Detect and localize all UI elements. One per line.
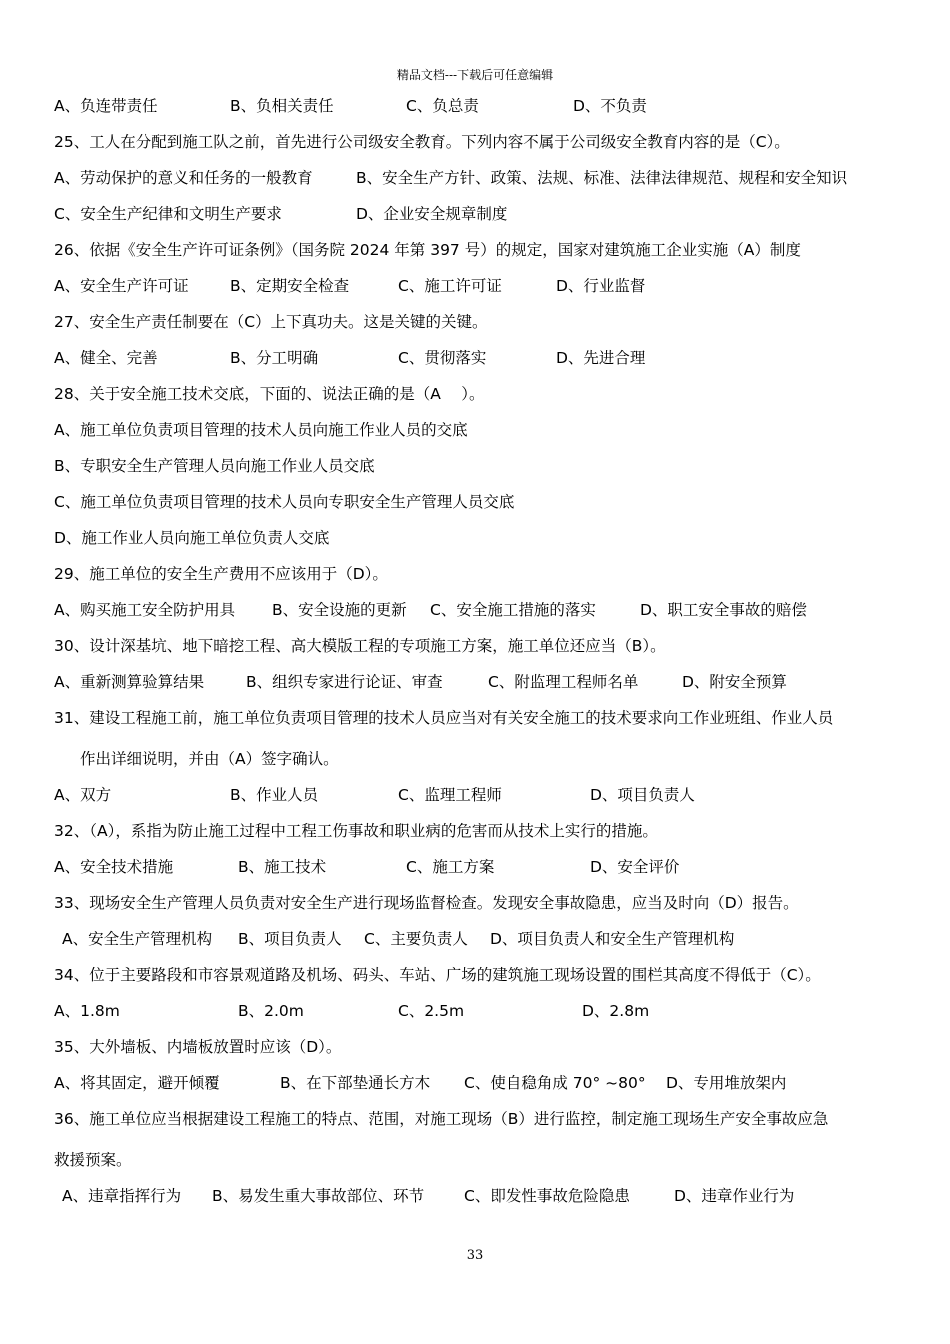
option-b: B、安全设施的更新 [272, 601, 407, 619]
option-c: C、贯彻落实 [398, 349, 487, 367]
question-32: 32、（A），系指为防止施工过程中工程工伤事故和职业病的危害而从技术上实行的措施。 [54, 822, 658, 840]
option-b: B、安全生产方针、政策、法规、标准、法律法律规范、规程和安全知识 [356, 169, 848, 187]
question-27: 27、安全生产责任制要在（C）上下真功夫。这是关键的关键。 [54, 313, 488, 331]
option-d: D、2.8m [582, 1002, 650, 1020]
option-c: C、施工许可证 [398, 277, 502, 295]
option-a: A、双方 [54, 786, 112, 804]
option-c: C、主要负责人 [364, 930, 468, 948]
option-d: D、项目负责人和安全生产管理机构 [490, 930, 735, 948]
option-a: A、健全、完善 [54, 349, 158, 367]
option-d: D、行业监督 [556, 277, 646, 295]
option-c: C、安全施工措施的落实 [430, 601, 596, 619]
option-b: B、定期安全检查 [230, 277, 350, 295]
option-a: A、负连带责任 [54, 97, 158, 115]
question-36-line1: 36、施工单位应当根据建设工程施工的特点、范围，对施工现场（B）进行监控，制定施工现场生产安全事故应急 [54, 1110, 829, 1128]
option-a: A、安全生产许可证 [54, 277, 189, 295]
option-a: A、安全技术措施 [54, 858, 174, 876]
option-d: D、安全评价 [590, 858, 680, 876]
option-c: C、使自稳角成 70° ~80° [464, 1074, 646, 1092]
option-d: D、企业安全规章制度 [356, 205, 508, 223]
option-d: D、附安全预算 [682, 673, 787, 691]
option-b: B、负相关责任 [230, 97, 334, 115]
question-26: 26、依据《安全生产许可证条例》（国务院 2024 年第 397 号）的规定，国家对建筑施工企业实施（A）制度 [54, 241, 801, 259]
option-c: C、2.5m [398, 1002, 465, 1020]
option-b: B、在下部垫通长方木 [280, 1074, 431, 1092]
option-d: D、专用堆放架内 [666, 1074, 787, 1092]
option-c: C、监理工程师 [398, 786, 502, 804]
page-header: 精品文档---下载后可任意编辑 [396, 68, 554, 82]
option-d: D、施工作业人员向施工单位负责人交底 [54, 529, 330, 547]
option-d: D、项目负责人 [590, 786, 695, 804]
question-34: 34、位于主要路段和市容景观道路及机场、码头、车站、广场的建筑施工现场设置的围栏其高度不得低于（C）。 [54, 966, 821, 984]
option-d: D、不负责 [573, 97, 647, 115]
question-25: 25、工人在分配到施工队之前，首先进行公司级安全教育。下列内容不属于公司级安全教育内容的是（C）。 [54, 133, 790, 151]
page-number: 33 [466, 1248, 484, 1263]
option-c: C、附监理工程师名单 [488, 673, 639, 691]
option-a: A、1.8m [54, 1002, 120, 1020]
question-29: 29、施工单位的安全生产费用不应该用于（D）。 [54, 565, 388, 583]
question-31-line2: 作出详细说明，并由（A）签字确认。 [80, 750, 339, 768]
option-b: B、组织专家进行论证、审查 [246, 673, 443, 691]
option-d: D、违章作业行为 [674, 1187, 795, 1205]
question-33: 33、现场安全生产管理人员负责对安全生产进行现场监督检查。发现安全事故隐患，应当及时向（D）报告。 [54, 894, 799, 912]
option-d: D、先进合理 [556, 349, 646, 367]
option-c: C、即发性事故危险隐患 [464, 1187, 630, 1205]
option-b: B、易发生重大事故部位、环节 [212, 1187, 425, 1205]
option-d: D、职工安全事故的赔偿 [640, 601, 807, 619]
option-c: C、施工单位负责项目管理的技术人员向专职安全生产管理人员交底 [54, 493, 515, 511]
question-35: 35、大外墙板、内墙板放置时应该（D）。 [54, 1038, 342, 1056]
option-c: C、施工方案 [406, 858, 495, 876]
question-31-line1: 31、建设工程施工前，施工单位负责项目管理的技术人员应当对有关安全施工的技术要求向工作业班组、作业人员 [54, 709, 834, 727]
option-b: B、项目负责人 [238, 930, 342, 948]
option-b: B、作业人员 [230, 786, 319, 804]
option-b: B、分工明确 [230, 349, 319, 367]
option-c: C、安全生产纪律和文明生产要求 [54, 205, 282, 223]
option-a: A、将其固定，避开倾覆 [54, 1074, 220, 1092]
option-b: B、专职安全生产管理人员向施工作业人员交底 [54, 457, 375, 475]
question-28: 28、关于安全施工技术交底，下面的、说法正确的是（A ）。 [54, 385, 485, 403]
option-a: A、重新测算验算结果 [54, 673, 205, 691]
option-a: A、劳动保护的意义和任务的一般教育 [54, 169, 313, 187]
option-b: B、2.0m [238, 1002, 304, 1020]
question-36-line2: 救援预案。 [54, 1151, 132, 1169]
option-a: A、购买施工安全防护用具 [54, 601, 236, 619]
option-a: A、违章指挥行为 [62, 1187, 182, 1205]
option-c: C、负总责 [406, 97, 479, 115]
option-a: A、安全生产管理机构 [62, 930, 213, 948]
option-b: B、施工技术 [238, 858, 327, 876]
option-a: A、施工单位负责项目管理的技术人员向施工作业人员的交底 [54, 421, 468, 439]
question-30: 30、设计深基坑、地下暗挖工程、高大模版工程的专项施工方案，施工单位还应当（B）。 [54, 637, 666, 655]
